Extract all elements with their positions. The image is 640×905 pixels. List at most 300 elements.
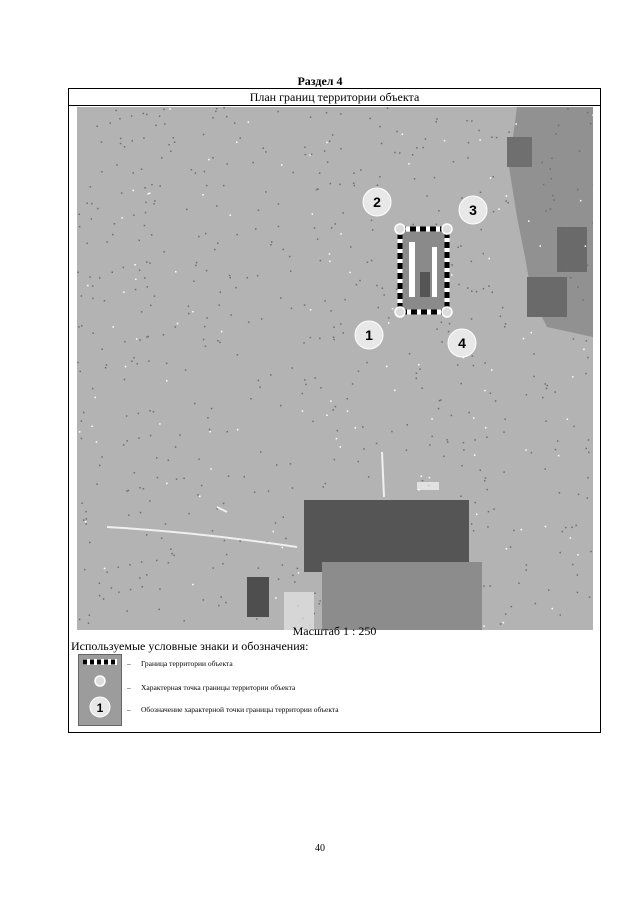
object-structure (402, 232, 445, 310)
texture-speck (146, 336, 148, 338)
texture-speck (577, 189, 579, 191)
texture-speck (473, 417, 475, 419)
texture-speck (204, 171, 206, 173)
texture-speck (268, 490, 270, 492)
texture-speck (121, 192, 123, 194)
legend-dash: – (127, 705, 131, 714)
texture-speck (489, 585, 491, 587)
texture-speck (577, 554, 579, 556)
texture-speck (526, 564, 528, 566)
texture-speck (567, 108, 569, 110)
texture-speck (329, 253, 331, 255)
texture-speck (545, 295, 547, 297)
texture-speck (350, 246, 352, 248)
texture-speck (234, 122, 236, 124)
texture-speck (153, 411, 155, 413)
texture-speck (457, 364, 459, 366)
texture-speck (83, 412, 85, 414)
texture-speck (488, 285, 490, 287)
texture-speck (396, 131, 398, 133)
texture-speck (230, 277, 232, 279)
texture-speck (340, 233, 342, 235)
texture-speck (518, 583, 520, 585)
texture-speck (116, 164, 118, 166)
texture-speck (257, 275, 259, 277)
texture-speck (399, 152, 401, 154)
legend-dash: – (127, 683, 131, 692)
texture-speck (123, 444, 125, 446)
texture-speck (574, 230, 576, 232)
texture-speck (592, 222, 593, 224)
texture-speck (324, 150, 326, 152)
texture-speck (183, 620, 185, 622)
texture-speck (81, 295, 83, 297)
texture-speck (329, 141, 331, 143)
texture-speck (208, 159, 210, 161)
texture-speck (198, 458, 200, 460)
texture-speck (577, 574, 579, 576)
texture-speck (431, 418, 433, 420)
texture-speck (379, 126, 381, 128)
texture-speck (559, 492, 561, 494)
texture-speck (468, 412, 470, 414)
legend-title: Используемые условные знаки и обозначения: (71, 639, 309, 653)
texture-speck (297, 568, 299, 570)
texture-speck (387, 108, 389, 110)
texture-speck (310, 337, 312, 339)
texture-speck (548, 589, 550, 591)
texture-speck (579, 150, 581, 152)
texture-speck (302, 410, 304, 412)
texture-speck (150, 435, 152, 437)
texture-speck (104, 300, 106, 302)
texture-speck (192, 584, 194, 586)
texture-speck (124, 341, 126, 343)
texture-speck (146, 574, 148, 576)
texture-speck (582, 299, 584, 301)
texture-speck (221, 596, 223, 598)
texture-speck (493, 176, 495, 178)
texture-speck (511, 606, 512, 608)
texture-speck (304, 379, 306, 381)
texture-speck (166, 363, 168, 365)
texture-speck (355, 427, 357, 429)
texture-speck (483, 288, 485, 290)
texture-speck (141, 169, 143, 171)
texture-speck (394, 390, 396, 392)
texture-speck (183, 478, 185, 480)
texture-speck (436, 328, 438, 330)
texture-speck (202, 194, 204, 196)
texture-speck (577, 286, 579, 288)
texture-speck (215, 111, 217, 113)
texture-speck (379, 176, 381, 178)
texture-speck (191, 169, 193, 171)
texture-speck (505, 613, 507, 615)
texture-speck (114, 223, 116, 225)
texture-speck (342, 212, 344, 214)
legend-vertex-symbol (95, 676, 105, 686)
texture-speck (86, 203, 88, 205)
texture-speck (194, 403, 196, 405)
texture-speck (337, 430, 339, 432)
texture-speck (565, 527, 567, 529)
texture-speck (312, 213, 314, 215)
texture-speck (368, 476, 370, 478)
texture-speck (356, 284, 358, 286)
texture-speck (248, 321, 250, 323)
texture-speck (317, 238, 319, 240)
texture-speck (367, 262, 369, 264)
texture-speck (91, 203, 93, 205)
texture-speck (157, 477, 159, 479)
texture-speck (506, 548, 508, 550)
texture-speck (124, 146, 126, 148)
texture-speck (388, 317, 390, 319)
texture-speck (148, 360, 150, 362)
texture-speck (206, 185, 208, 187)
texture-speck (500, 316, 502, 318)
texture-speck (543, 184, 545, 186)
texture-speck (141, 561, 143, 563)
texture-speck (409, 353, 411, 355)
texture-speck (319, 172, 321, 174)
texture-speck (141, 311, 143, 313)
texture-speck (457, 247, 459, 249)
texture-speck (123, 267, 125, 269)
texture-speck (492, 292, 494, 294)
texture-speck (580, 200, 582, 202)
texture-speck (126, 610, 128, 612)
texture-speck (463, 449, 465, 451)
texture-speck (557, 440, 559, 442)
texture-speck (133, 214, 135, 216)
texture-speck (206, 317, 208, 319)
texture-speck (434, 177, 436, 179)
texture-speck (294, 581, 296, 583)
texture-speck (573, 338, 575, 340)
texture-speck (567, 231, 569, 233)
texture-speck (461, 197, 463, 199)
texture-speck (578, 494, 580, 496)
texture-speck (416, 147, 418, 149)
texture-speck (555, 449, 557, 451)
texture-speck (149, 410, 151, 412)
texture-speck (80, 371, 82, 373)
texture-speck (340, 148, 342, 150)
point-1-label: 1 (365, 327, 373, 343)
texture-speck (77, 272, 79, 274)
texture-speck (92, 333, 94, 335)
texture-speck (192, 311, 194, 313)
texture-speck (436, 121, 438, 123)
texture-speck (560, 552, 562, 554)
texture-speck (118, 591, 120, 593)
texture-speck (290, 270, 292, 272)
texture-speck (449, 323, 451, 325)
texture-speck (105, 367, 107, 369)
texture-speck (229, 275, 231, 277)
texture-speck (316, 189, 318, 191)
texture-speck (560, 614, 562, 616)
legend-item-boundary (127, 659, 233, 668)
texture-speck (221, 331, 223, 333)
texture-speck (212, 117, 214, 119)
texture-speck (486, 437, 488, 439)
texture-speck (106, 364, 108, 366)
texture-speck (134, 472, 136, 474)
texture-speck (376, 285, 378, 287)
texture-speck (197, 494, 199, 496)
texture-speck (258, 380, 260, 382)
texture-speck (188, 313, 190, 315)
texture-speck (112, 326, 114, 328)
texture-speck (235, 287, 237, 289)
texture-speck (446, 439, 448, 441)
texture-speck (177, 323, 179, 325)
texture-speck (461, 465, 463, 467)
texture-speck (92, 298, 94, 300)
texture-speck (343, 332, 345, 334)
texture-speck (483, 253, 485, 255)
texture-speck (545, 526, 547, 528)
texture-speck (314, 593, 316, 595)
texture-speck (447, 441, 449, 443)
texture-speck (329, 261, 331, 263)
texture-speck (125, 366, 127, 368)
texture-speck (451, 415, 453, 417)
texture-speck (195, 265, 197, 267)
texture-speck (486, 489, 488, 491)
texture-speck (545, 468, 547, 470)
texture-speck (86, 523, 88, 525)
texture-speck (112, 272, 114, 274)
texture-speck (531, 332, 533, 334)
texture-speck (223, 107, 225, 109)
texture-speck (298, 572, 300, 574)
texture-speck (185, 369, 187, 371)
texture-speck (179, 434, 181, 436)
texture-speck (236, 142, 238, 144)
texture-speck (209, 431, 211, 433)
texture-speck (226, 116, 228, 118)
texture-speck (139, 270, 141, 272)
texture-speck (504, 418, 506, 420)
texture-speck (376, 443, 378, 445)
texture-speck (506, 195, 508, 197)
texture-speck (159, 116, 161, 118)
legend-item-text: Характерная точка границы территории объекта (141, 683, 296, 692)
texture-speck (195, 172, 197, 174)
texture-speck (121, 217, 123, 219)
texture-speck (382, 288, 384, 290)
texture-speck (275, 522, 277, 524)
texture-speck (565, 266, 567, 268)
texture-speck (209, 429, 211, 431)
texture-speck (205, 233, 207, 235)
texture-speck (555, 391, 557, 393)
texture-speck (489, 258, 491, 260)
texture-speck (542, 397, 544, 399)
texture-speck (439, 400, 441, 402)
texture-speck (472, 355, 474, 357)
texture-speck (335, 406, 337, 408)
texture-speck (154, 295, 156, 297)
texture-speck (163, 251, 165, 253)
texture-speck (218, 605, 220, 607)
texture-speck (77, 362, 79, 364)
texture-speck (244, 476, 246, 478)
texture-speck (173, 555, 175, 557)
texture-speck (138, 413, 140, 415)
plan-frame (68, 88, 601, 733)
texture-speck (460, 496, 462, 498)
legend-dash: – (127, 659, 131, 668)
texture-speck (340, 113, 342, 115)
texture-speck (392, 308, 394, 310)
texture-speck (323, 486, 325, 488)
texture-speck (134, 264, 136, 266)
texture-speck (422, 480, 424, 482)
texture-speck (81, 503, 83, 505)
texture-speck (156, 457, 158, 459)
texture-speck (531, 452, 533, 454)
texture-speck (101, 456, 103, 458)
texture-speck (90, 186, 92, 188)
texture-speck (319, 600, 321, 602)
texture-speck (326, 112, 328, 114)
texture-speck (429, 444, 431, 446)
texture-speck (203, 599, 205, 601)
texture-speck (451, 274, 453, 276)
texture-speck (391, 431, 393, 433)
texture-speck (212, 157, 214, 159)
texture-speck (198, 236, 200, 238)
texture-speck (96, 126, 98, 128)
texture-speck (137, 363, 139, 365)
texture-speck (533, 353, 535, 355)
texture-speck (484, 390, 486, 392)
texture-speck (487, 526, 489, 528)
texture-speck (236, 234, 238, 236)
texture-speck (220, 291, 222, 293)
texture-speck (258, 567, 260, 569)
texture-speck (248, 121, 250, 123)
texture-speck (557, 308, 559, 310)
texture-speck (92, 388, 94, 390)
texture-speck (145, 202, 147, 204)
texture-speck (471, 261, 473, 263)
texture-speck (139, 240, 141, 242)
texture-speck (565, 314, 567, 316)
texture-speck (212, 530, 214, 532)
texture-speck (331, 227, 333, 229)
texture-speck (292, 367, 294, 369)
texture-speck (111, 587, 113, 589)
texture-speck (565, 229, 567, 231)
texture-speck (558, 125, 560, 127)
texture-speck (128, 514, 130, 516)
texture-speck (146, 114, 148, 116)
texture-speck (120, 143, 122, 145)
texture-speck (336, 438, 338, 440)
texture-speck (142, 586, 144, 588)
texture-speck (240, 137, 242, 139)
texture-speck (414, 178, 416, 180)
texture-speck (586, 340, 588, 342)
texture-speck (81, 420, 83, 422)
texture-speck (471, 291, 473, 293)
texture-speck (314, 227, 316, 229)
texture-speck (359, 280, 361, 282)
texture-speck (273, 531, 275, 533)
texture-speck (309, 154, 311, 156)
texture-speck (585, 373, 587, 375)
texture-speck (372, 229, 374, 231)
texture-speck (120, 138, 122, 140)
texture-speck (196, 262, 198, 264)
texture-speck (381, 143, 383, 145)
texture-speck (436, 118, 438, 120)
texture-speck (199, 496, 201, 498)
texture-speck (354, 185, 356, 187)
texture-speck (219, 342, 221, 344)
texture-speck (99, 595, 101, 597)
texture-speck (91, 426, 93, 428)
point-4 (448, 329, 476, 357)
texture-speck (289, 256, 291, 257)
texture-speck (145, 212, 147, 214)
texture-speck (586, 448, 588, 450)
legend-item-text: Обозначение характерной точки границы территории объекта (141, 705, 339, 714)
texture-speck (135, 279, 137, 281)
texture-speck (366, 362, 368, 364)
texture-speck (371, 220, 373, 222)
texture-speck (303, 342, 305, 344)
texture-speck (349, 272, 351, 274)
texture-speck (474, 454, 476, 456)
texture-speck (175, 326, 177, 328)
texture-speck (171, 553, 173, 555)
map-scale: Масштаб 1 : 250 (292, 624, 377, 638)
point-3-label: 3 (469, 202, 477, 218)
texture-speck (83, 519, 85, 521)
texture-speck (362, 426, 364, 428)
texture-speck (522, 153, 524, 155)
texture-speck (159, 423, 161, 425)
texture-speck (78, 326, 80, 328)
texture-speck (79, 226, 81, 228)
texture-speck (305, 154, 307, 156)
texture-speck (153, 203, 155, 205)
texture-speck (567, 266, 569, 268)
texture-speck (326, 415, 328, 417)
texture-speck (493, 211, 495, 213)
texture-speck (540, 245, 542, 247)
texture-speck (406, 450, 408, 452)
texture-speck (526, 394, 528, 396)
texture-speck (330, 183, 332, 185)
texture-speck (333, 409, 335, 411)
texture-speck (211, 408, 213, 410)
texture-speck (418, 364, 420, 366)
texture-speck (388, 322, 390, 324)
texture-speck (223, 185, 225, 187)
legend-symbols (78, 654, 122, 726)
texture-speck (335, 223, 337, 225)
texture-speck (498, 208, 500, 210)
texture-speck (513, 530, 515, 532)
